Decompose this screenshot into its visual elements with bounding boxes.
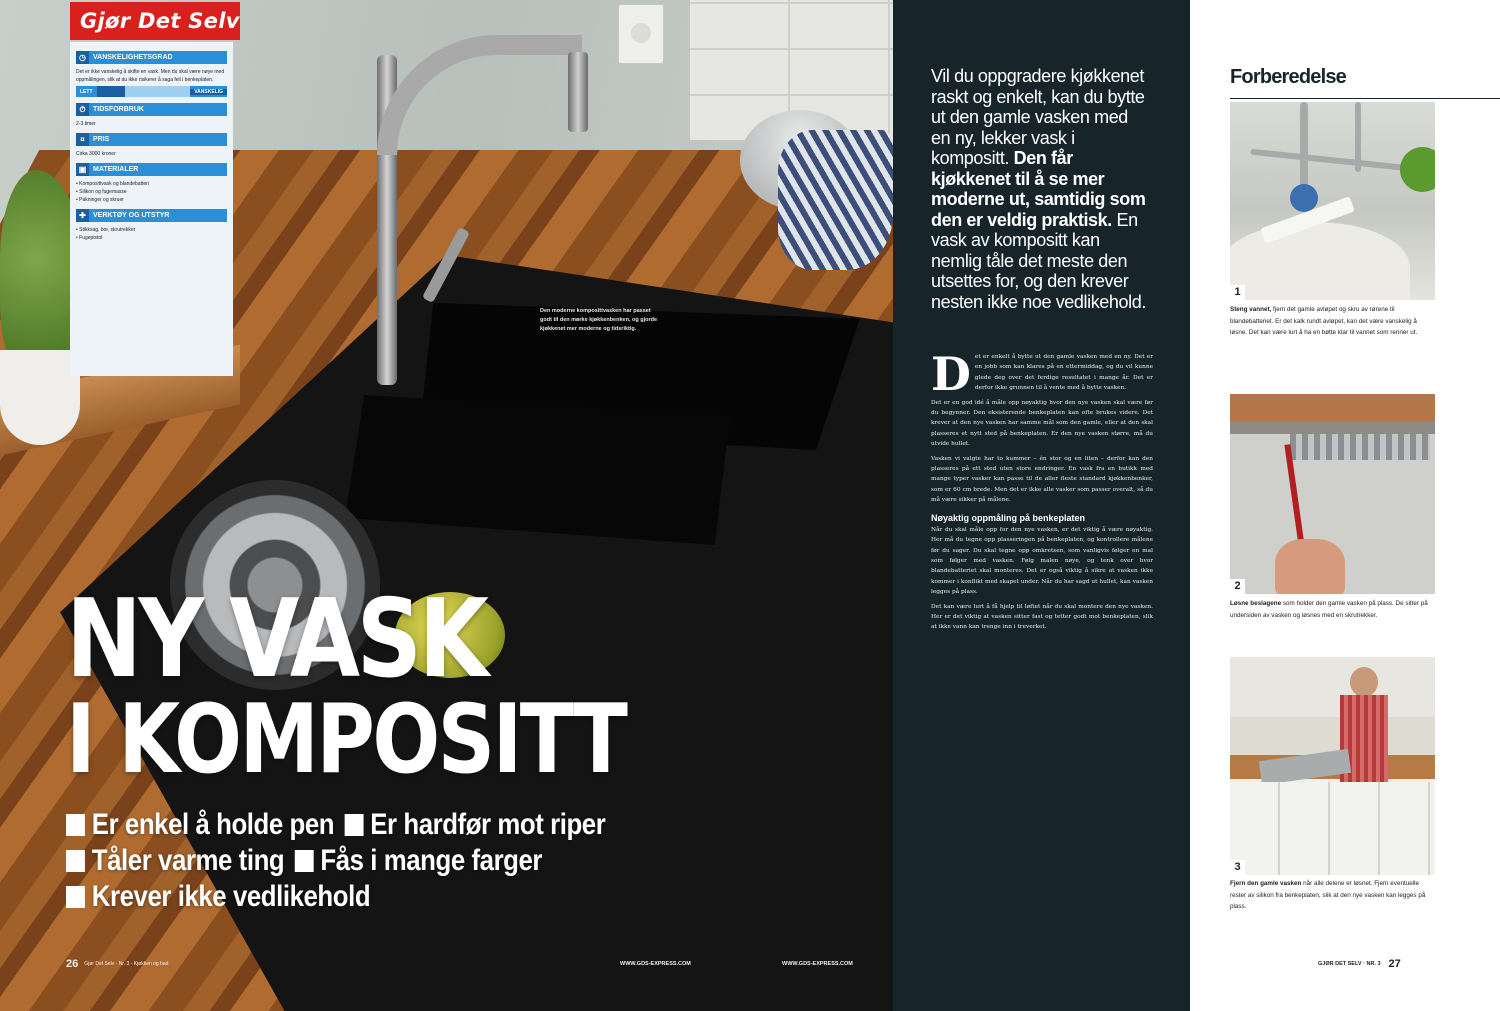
price-text: Cirka 3000 kroner: [76, 151, 116, 157]
square-bullet-icon: [295, 850, 314, 872]
list-item: • Pakninger og skruer: [76, 197, 124, 203]
coin-icon: ¤: [76, 133, 89, 146]
square-bullet-icon: [66, 814, 85, 836]
bullet-row: Tåler varme ting Fås i mange farger: [66, 843, 605, 879]
paragraph: Vasken vi valgte har to kummer – én stor og en liten – derfor kan den plasseres på ett sted uten store endringer. En vask fra en butikk med mange typer vasker kan passe til de aller fleste standard kjøkkenbenker, som er 60 cm brede. Men det er ikke alle vasker som passer overalt, så du må være sikker på målene.: [931, 455, 1153, 504]
headline-line-1: NY VASK: [66, 577, 486, 702]
difficulty-text: Det er ikke vanskelig å skifte en vask. Men du skal være nøye med oppmålingen, slik at du ikke risikerer å saga feil i benkeplaten.: [76, 69, 225, 83]
list-item: • Silikon og fugemasse: [76, 189, 127, 195]
article-subhead: Nøyaktig oppmåling på benkeplaten: [931, 512, 1086, 523]
info-heading-tools: ✚ VERKTØY OG UTSTYR: [76, 209, 227, 222]
step-number: 3: [1230, 860, 1245, 875]
list-item: • Fugepistol: [76, 235, 103, 241]
info-heading-time: ⏱ TIDSFORBRUK: [76, 103, 227, 116]
time-text: 2-3 timer: [76, 121, 96, 127]
right-page: [1190, 0, 1500, 1011]
article-body: [931, 347, 1153, 637]
footer-left: [66, 958, 168, 970]
square-bullet-icon: [66, 886, 85, 908]
step-2-caption: Løsne beslagene som holder den gamle vasken på plass. De sitter på undersiden av vasken og løsnes med en skrutrekker.: [1230, 600, 1428, 619]
difficulty-scale: [76, 86, 227, 97]
page-number-right: 27: [1388, 958, 1401, 970]
bullet-row: Krever ikke vedlikehold: [66, 879, 605, 915]
list-item: • Stikksag, bor, skrutrekker: [76, 227, 136, 233]
section-banner: Gjør Det Selv: [70, 2, 240, 40]
plant-pot: [0, 350, 80, 445]
bullet-row: Er enkel å holde pen Er hardfør mot riper: [66, 807, 605, 843]
paragraph: Det kan være lurt å få hjelp til løftet når du skal montere den nye vasken. Her er det viktig at vasken sitter fast og tetter godt mot benkeplaten, slik at ikke vann kan trenge inn i treverket.: [931, 603, 1153, 631]
difficulty-hard-label: VANSKELIG: [190, 89, 227, 95]
title-rule: [1230, 98, 1500, 99]
footer-url-2[interactable]: WWW.GDS-EXPRESS.COM: [782, 961, 853, 967]
square-bullet-icon: [344, 814, 363, 836]
footer-right-text: GJØR DET SELV · NR. 3: [1318, 961, 1381, 967]
step-1-photo: [1230, 102, 1435, 300]
tools-list: [76, 226, 227, 242]
faucet-spout: [568, 52, 588, 132]
clock-icon: ◷: [76, 51, 89, 64]
article-text-column: [893, 0, 1190, 1011]
difficulty-bar: [97, 86, 191, 97]
info-heading-materials: ▣ MATERIALER: [76, 163, 227, 176]
step-2-photo: [1230, 394, 1435, 594]
paragraph: Når du skal måle opp for den nye vasken, er det viktig å være nøyaktig. Her må du tegne opp plasseringen på benkeplaten, og kontrollere målene før du sager. Du skal tegne opp omkretsen, som vanligvis følger en mal som følger med vasken. Følg malen nøye, og tenk over hvor blandebatteriet skal monteres. Det er også viktig å sikre at vasken ikke kommer i konflikt med skapet under. Når du har sagd ut hullet, kan vasken legges på plass.: [931, 526, 1153, 596]
article-headline: [66, 577, 626, 795]
info-heading-price: ¤ PRIS: [76, 133, 227, 146]
striped-towel: [778, 130, 893, 270]
step-3-caption: Fjern den gamle vasken når alle delene er løsnet. Fjern eventuelle rester av silikon fra benkeplaten, slik at den nye vasken kan legges på plass.: [1230, 880, 1426, 910]
step-1-caption: Steng vannet, fjern det gamle avløpet og skru av rørene til blandebatteriet. Er det kalk rundt avløpet, kan det være vanskelig å løsne. Det kan være lurt å ha en bøtte klar til vannet som renner ut.: [1230, 306, 1418, 336]
list-item: • Komposittvask og blandebatteri: [76, 181, 149, 187]
paragraph: Det er en god idé å måle opp nøyaktig hvor den nye vasken skal være før du begynner. Den eksisterende benkeplaten kan ofte brukes videre. Det krever at den nye vasken har samme mål som den gamle, eller at den skal plasseres et nytt sted på benkeplaten. Er den nye vasken større, må du utvide hullet.: [931, 399, 1153, 448]
paragraph: et er enkelt å bytte ut den gamle vasken med en ny. Det er en jobb som kan klares på en ettermiddag, og du vil kunne glede deg over det ferdige resultatet i mange år. Det er derfor ikke grunnen til å vente med å bytte vasken.: [974, 354, 1153, 392]
power-socket: [618, 4, 664, 64]
feature-bullets: [66, 807, 605, 915]
photo-caption: Den moderne komposittvasken har passet godt til den mørke kjøkkenbenken, og gjorde kjøkkenet mer moderne og tidsriktig.: [540, 308, 658, 332]
info-heading-difficulty: ◷ VANSKELIGHETSGRAD: [76, 51, 227, 64]
timer-icon: ⏱: [76, 103, 89, 116]
difficulty-easy-label: LETT: [80, 88, 93, 95]
step-number: 1: [1230, 285, 1245, 300]
page-number-left: 26: [66, 958, 79, 970]
headline-line-2: I KOMPOSITT: [66, 685, 626, 795]
footer-right: [1318, 958, 1401, 970]
step-3-photo: [1230, 657, 1435, 875]
step-number: 2: [1230, 579, 1245, 594]
tools-icon: ✚: [76, 209, 89, 222]
square-bullet-icon: [66, 850, 85, 872]
footer-url-1[interactable]: WWW.GDS-EXPRESS.COM: [620, 961, 691, 967]
section-title: Forberedelse: [1230, 66, 1347, 88]
article-intro: Vil du oppgradere kjøkkenet raskt og enkelt, kan du bytte ut den gamle vasken med en ny, lekker vask i kompositt. Den får kjøkkenet til å se mer moderne ut, samtidig som den er veldig praktisk. En vask av kompositt kan nemlig tåle det meste den utsettes for, og den krever nesten ikke noe vedlikehold.: [931, 66, 1146, 312]
materials-list: [76, 180, 227, 204]
footer-left-text: Gjør Det Selv · Nr. 3 · Kjøkken og bad: [84, 961, 169, 967]
drop-cap: D: [931, 347, 971, 401]
cart-icon: ▣: [76, 163, 89, 176]
info-box: [70, 42, 233, 376]
